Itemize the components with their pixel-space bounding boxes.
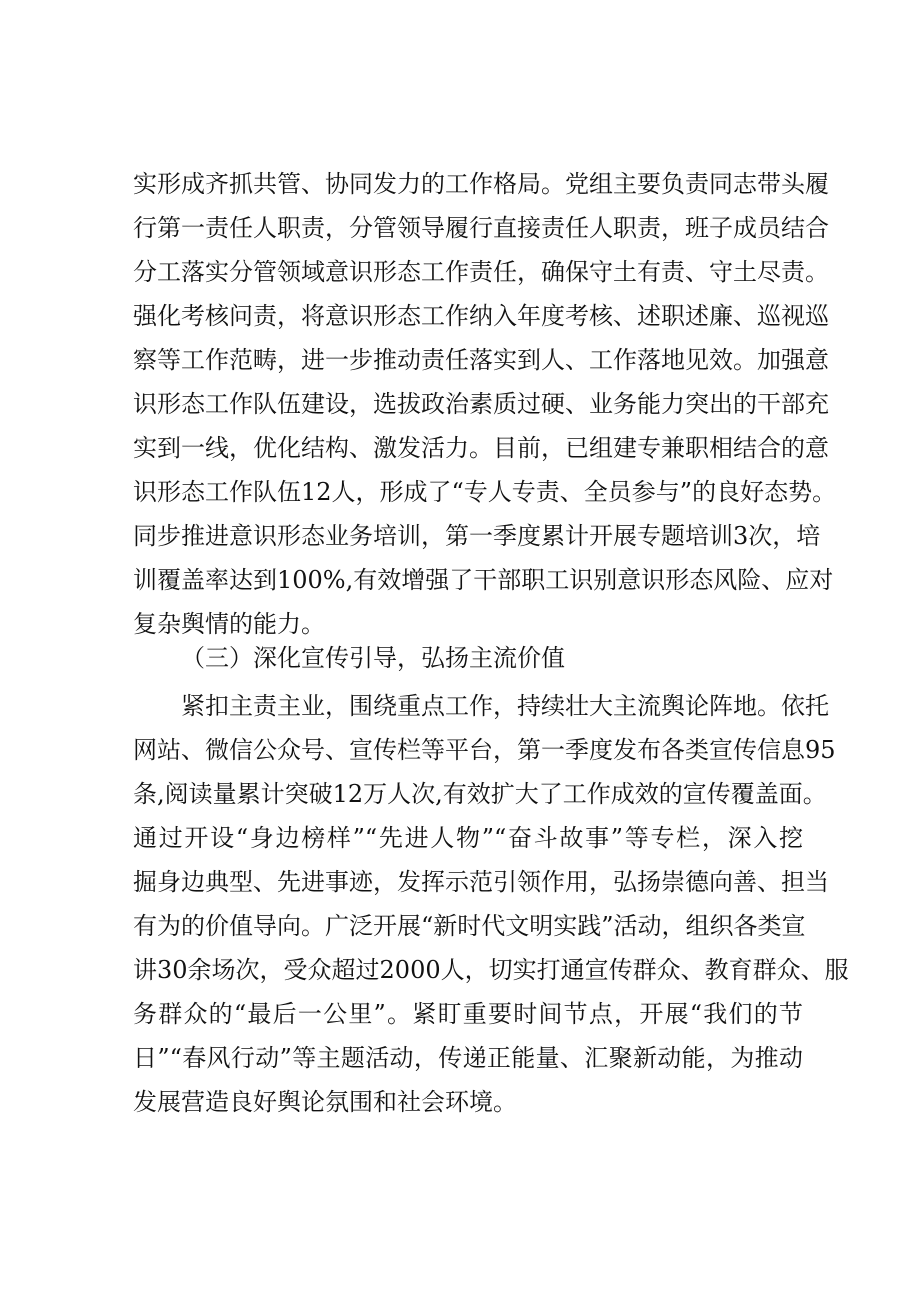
- paragraph-line: 讲30余场次，受众超过2000人，切实打通宣传群众、教育群众、服: [133, 956, 849, 984]
- paragraph-line: 行第一责任人职责，分管领导履行直接责任人职责，班子成员结合: [133, 214, 829, 242]
- paragraph-line: 识形态工作队伍建设，选拔政治素质过硬、业务能力突出的干部充: [133, 390, 829, 418]
- paragraph-line: 强化考核问责，将意识形态工作纳入年度考核、述职述廉、巡视巡: [133, 302, 829, 330]
- paragraph-line: 实形成齐抓共管、协同发力的工作格局。党组主要负责同志带头履: [133, 170, 829, 198]
- paragraph-line: 通过开设“身边榜样”“先进人物”“奋斗故事”等专栏，深入挖: [133, 824, 803, 852]
- paragraph-line: 有为的价值导向。广泛开展“新时代文明实践”活动，组织各类宣: [133, 912, 806, 940]
- paragraph-line: 察等工作范畴，进一步推动责任落实到人、工作落地见效。加强意: [133, 346, 829, 374]
- paragraph-line: 务群众的“最后一公里”。紧盯重要时间节点，开展“我们的节: [133, 1000, 803, 1028]
- section-heading: （三）深化宣传引导，弘扬主流价值: [181, 644, 565, 672]
- paragraph-line: 实到一线，优化结构、激发活力。目前，已组建专兼职相结合的意: [133, 434, 829, 462]
- paragraph-line: 网站、微信公众号、宣传栏等平台，第一季度发布各类宣传信息95: [133, 736, 836, 764]
- paragraph-line: 条,阅读量累计突破12万人次,有效扩大了工作成效的宣传覆盖面。: [133, 780, 827, 808]
- paragraph-line: 训覆盖率达到100%,有效增强了干部职工识别意识形态风险、应对: [133, 566, 834, 594]
- paragraph-line: 识形态工作队伍12人，形成了“专人专责、全员参与”的良好态势。: [133, 478, 837, 506]
- paragraph-line: 复杂舆情的能力。: [133, 610, 325, 638]
- paragraph-line: 同步推进意识形态业务培训，第一季度累计开展专题培训3次，培: [133, 522, 821, 550]
- paragraph-line: 发展营造良好舆论氛围和社会环境。: [133, 1088, 517, 1116]
- paragraph-line: 掘身边典型、先进事迹，发挥示范引领作用，弘扬崇德向善、担当: [133, 868, 829, 896]
- paragraph-line: 紧扣主责主业，围绕重点工作，持续壮大主流舆论阵地。依托: [181, 692, 829, 720]
- paragraph-line: 分工落实分管领域意识形态工作责任，确保守土有责、守土尽责。: [133, 258, 829, 286]
- paragraph-line: 日”“春风行动”等主题活动，传递正能量、汇聚新动能，为推动: [133, 1044, 803, 1072]
